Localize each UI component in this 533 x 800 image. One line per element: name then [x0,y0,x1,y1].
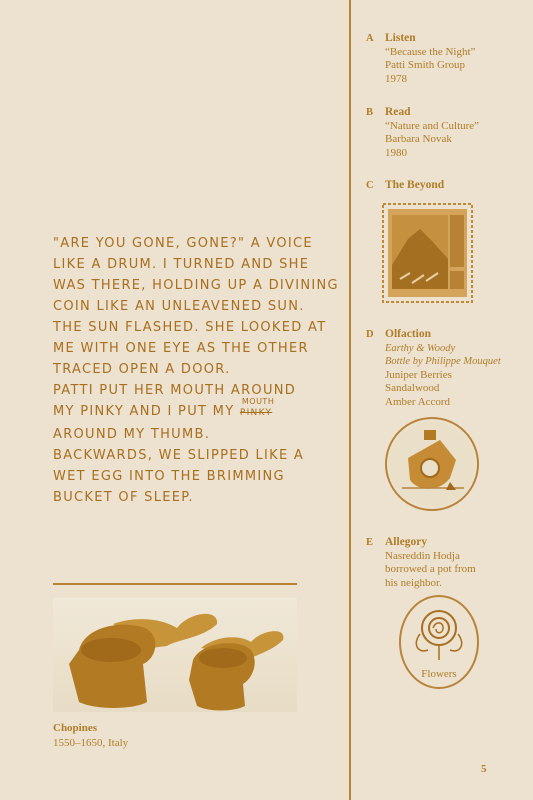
struck-word: PINKY [239,408,273,418]
entry-title: Listen [385,32,416,44]
entry-line: Juniper Berries [385,368,452,381]
passage-line: PATTI PUT HER MOUTH AROUND [53,383,297,398]
inserted-word: MOUTH [241,397,275,406]
entry-line: 1978 [385,72,407,85]
entry-line: 1980 [385,146,407,159]
passage-line: BUCKET OF SLEEP. [53,490,194,505]
horizontal-rule [53,583,297,585]
postage-stamp-image [382,203,473,303]
handwritten-passage [53,233,338,508]
chopines-photo [53,598,297,712]
sidebar-entry-read [366,106,526,160]
entry-line: “Nature and Culture” [385,119,480,132]
photo-caption-date: 1550–1650, Italy [53,737,129,749]
sidebar-entry-allegory [366,536,526,590]
entry-line: borrowed a pot from [385,563,476,575]
sidebar-entry-olfaction [366,328,526,409]
photo-caption-title: Chopines [53,722,98,734]
entry-line: Patti Smith Group [385,59,466,71]
passage-line-prefix: MY PINKY AND I PUT MY [53,404,235,419]
entry-title: Allegory [385,536,428,548]
passage-line: TRACED OPEN A DOOR. [53,362,231,377]
entry-line: Barbara Novak [385,133,452,145]
passage-line: LIKE A DRUM. I TURNED AND SHE [53,257,310,272]
entry-italic-line: Earthy & Woody [385,342,456,354]
rose-medallion-label: Flowers [421,668,457,680]
vertical-divider [349,0,351,800]
entry-line: Nasreddin Hodja [385,549,460,562]
entry-letter: E [366,537,374,548]
passage-line: WAS THERE, HOLDING UP A DIVINING [53,278,339,293]
entry-letter: A [366,33,374,44]
entry-letter: D [366,329,374,340]
entry-title: Olfaction [385,328,431,340]
sidebar-entry-beyond [366,179,526,193]
entry-italic-line: Bottle by Philippe Mouquet [385,356,501,367]
passage-line-correction [53,397,338,424]
passage-line: "ARE YOU GONE, GONE?" A VOICE [53,236,313,251]
page-number: 5 [481,763,487,775]
entry-line: “Because the Night” [385,45,476,58]
sidebar-entry-listen [366,32,526,86]
passage-line: BACKWARDS, WE SLIPPED LIKE A [53,448,305,463]
entry-line: Sandalwood [385,382,440,394]
passage-line: AROUND MY THUMB. [53,427,211,442]
entry-letter: C [366,180,374,191]
passage-line: WET EGG INTO THE BRIMMING [53,469,285,484]
entry-line: Amber Accord [385,395,451,408]
entry-line: his neighbor. [385,576,442,589]
entry-title: Read [385,106,411,118]
entry-letter: B [366,107,374,118]
stamp-illustration [382,203,473,303]
entry-title: The Beyond [385,179,445,191]
passage-line: THE SUN FLASHED. SHE LOOKED AT [53,320,327,335]
correction-insert [239,397,275,419]
passage-line: COIN LIKE AN UNLEAVENED SUN. [53,299,305,314]
chopines-illustration [53,598,297,712]
perfume-bottle-medallion [384,416,480,512]
perfume-bottle-illustration [384,416,480,512]
passage-line: ME WITH ONE EYE AS THE OTHER [53,341,309,356]
